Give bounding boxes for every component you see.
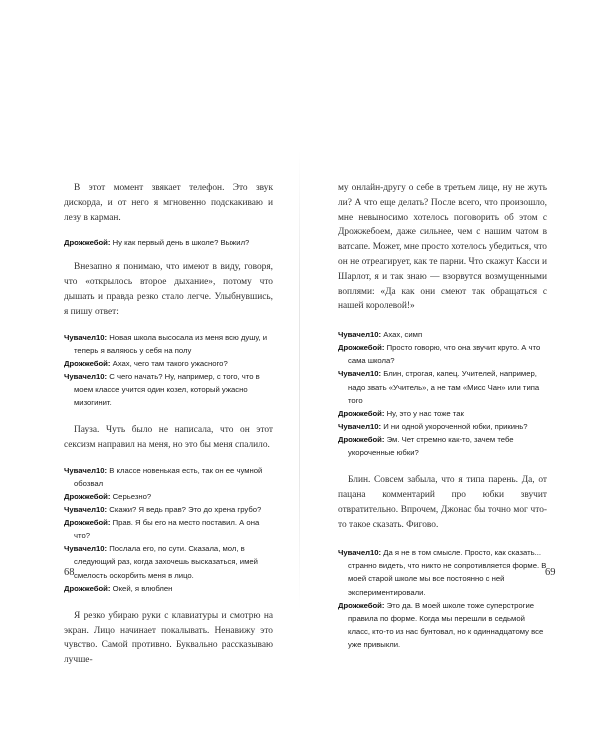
chat-nick: Дрожжебой: [338, 343, 385, 353]
chat-text: С чего начать? Ну, например, с того, что в моем классе учится один козел, который ужасно мизогинит. [74, 371, 260, 408]
chat-nick: Чувачел10: [64, 465, 108, 475]
chat-line [64, 516, 273, 542]
chat-nick: Чувачел10: [64, 332, 108, 342]
left-text-column [64, 181, 273, 668]
chat-line [338, 546, 547, 598]
chat-line [64, 357, 273, 370]
chat-line [64, 236, 273, 249]
chat-block [338, 328, 547, 459]
chat-block [64, 331, 273, 410]
chat-block [338, 546, 547, 651]
chat-text: Окей, я влюблен [110, 583, 173, 593]
paragraph: Блин. Совсем забыла, что я типа парень. Да, от пацана комментарий про юбки звучит отвратительно. Впрочем, Джонас бы точно мог что-то такое сказать. Фигово. [338, 475, 547, 530]
chat-text: Эм. Чет стремно как-то, зачем тебе укороченные юбки? [348, 434, 514, 458]
chat-text: Ахах, чего там такого ужасного? [110, 358, 228, 368]
chat-text: Блин, строгая, капец. Учителей, например, надо звать «Учитель», а не там «Мисс Чан» или типа того [348, 369, 540, 405]
page-number: 69 [545, 567, 556, 578]
paragraph: Внезапно я понимаю, что имеют в виду, говоря, что «открылось второе дыхание», потому что дышать и правда резко стало легче. Улыбнувшись, я пишу ответ: [64, 262, 273, 317]
chat-nick: Дрожжебой: [338, 408, 385, 418]
chat-line [338, 328, 547, 341]
chat-nick: Дрожжебой: [64, 238, 111, 248]
chat-line [64, 490, 273, 503]
paragraph: Пауза. Чуть было не написала, что он этот сексизм направил на меня, но это бы меня спалило. [64, 425, 273, 451]
chat-text: Послала его, по сути. Сказала, мол, в следующий раз, когда захочешь высказаться, имей смелость оскорбить меня в лицо. [74, 544, 258, 580]
chat-text: Прав. Я бы его на место поставил. А она что? [74, 518, 260, 541]
paragraph: В этот момент звякает телефон. Это звук дискорда, и от него я мгновенно подскакиваю и лезу в карман. [64, 183, 273, 223]
chat-line [64, 370, 273, 409]
chat-nick: Чувачел10: [338, 369, 382, 379]
chat-block [64, 236, 273, 249]
chat-text: В классе новенькая есть, так он ее чумной обозвал [74, 465, 263, 488]
chat-text: И ни одной укороченной юбки, прикинь? [381, 421, 528, 431]
chat-nick: Дрожжебой: [338, 434, 385, 444]
chat-nick: Дрожжебой: [64, 492, 111, 502]
chat-text: Новая школа высосала из меня всю душу, и теперь я валяюсь у себя на полу [74, 332, 268, 355]
chat-nick: Чувачел10: [64, 505, 108, 515]
chat-text: Это да. В моей школе тоже суперстрогие правила по форме. Когда мы перешли в седьмой класс, кто-то из нас бунтовал, но к одиннадцатому все уже привыкли. [348, 600, 544, 649]
right-page [300, 0, 600, 750]
chat-line [338, 407, 547, 420]
chat-nick: Чувачел10: [338, 330, 382, 340]
chat-line [338, 420, 547, 433]
chat-line [64, 503, 273, 516]
page-number: 68 [64, 567, 75, 578]
chat-nick: Дрожжебой: [338, 600, 385, 610]
chat-text: Ахах, симп [381, 330, 423, 340]
chat-nick: Дрожжебой: [64, 358, 111, 368]
paragraph-continued: му онлайн-другу о себе в третьем лице, ну не жуть ли? А что еще делать? После всего, что произошло, мне невыносимо хотелось поговорить об этом с Дрожжебоем, даже сильнее, чем с нашим чатом в ватсапе. Может, мне просто хотелось убедиться, что он не отреагирует, как те парни. Что скажут Касси и Шарлот, я и так знаю — взорвутся возмущенными воплями: «Да как они смеют так обращаться с нашей королевой!» [338, 183, 547, 312]
paragraph: Я резко убираю руки с клавиатуры и смотрю на экран. Лицо начинает покалывать. Ненавижу это чувство. Самой противно. Буквально рассказываю лучше- [64, 610, 273, 666]
chat-line [64, 464, 273, 490]
chat-text: Ну, это у нас тоже так [384, 408, 464, 418]
chat-line [338, 341, 547, 367]
chat-line [64, 331, 273, 357]
chat-line [338, 367, 547, 406]
chat-block [64, 464, 273, 595]
chat-text: Просто говорю, что она звучит круто. А что сама школа? [348, 343, 541, 366]
chat-line [338, 433, 547, 459]
chat-line [338, 599, 547, 651]
chat-nick: Чувачел10: [338, 548, 382, 558]
chat-line [64, 542, 273, 581]
chat-nick: Дрожжебой: [64, 518, 111, 528]
right-text-column [338, 181, 547, 651]
chat-text: Скажи? Я ведь прав? Это до хрена грубо? [107, 505, 262, 515]
chat-nick: Дрожжебой: [64, 583, 111, 593]
chat-nick: Чувачел10: [64, 544, 108, 554]
chat-nick: Чувачел10: [338, 421, 382, 431]
chat-line [64, 582, 273, 595]
chat-text: Серьезно? [110, 492, 152, 502]
chat-text: Ну как первый день в школе? Выжил? [110, 238, 250, 248]
chat-text: Да я не в том смысле. Просто, как сказать... странно видеть, что никто не сопротивляется форме. В моей старой школе мы все постоянно с ней экспериментировали. [348, 548, 547, 597]
chat-nick: Чувачел10: [64, 371, 108, 381]
